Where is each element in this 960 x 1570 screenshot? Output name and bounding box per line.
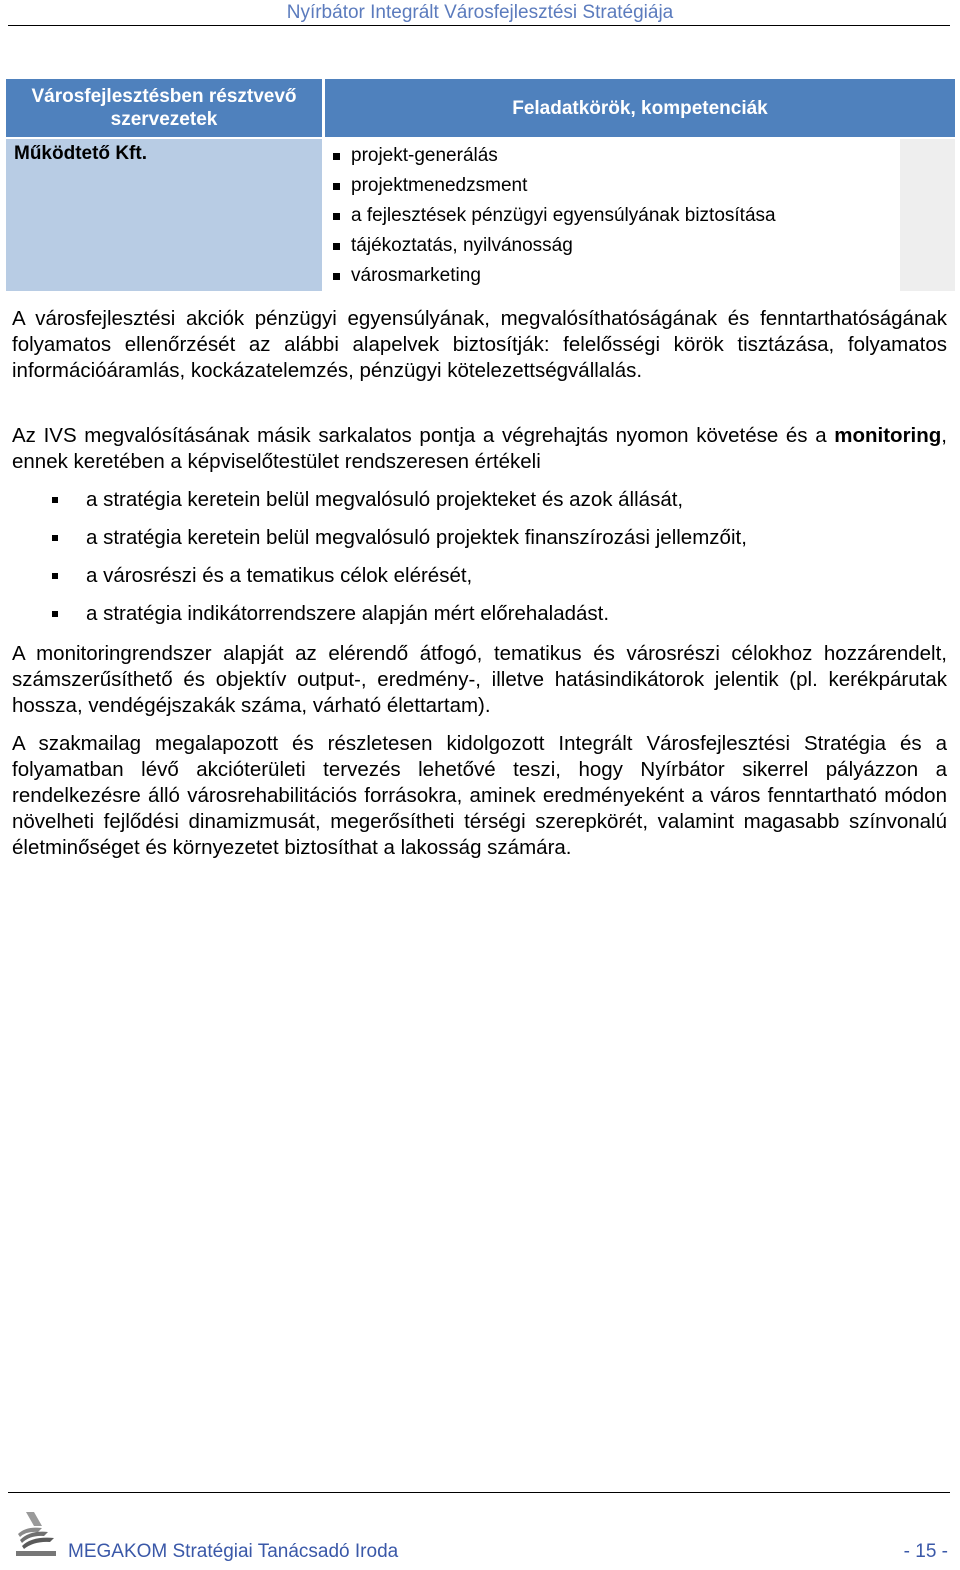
list-item: a fejlesztések pénzügyi egyensúlyának biztosítása: [331, 201, 955, 231]
megakom-logo: [12, 1504, 60, 1558]
paragraph-monitoring: [12, 423, 947, 475]
list-item: tájékoztatás, nyilvánosság: [331, 231, 955, 261]
table-row: [6, 139, 955, 291]
footer-organization: MEGAKOM Stratégiai Tanácsadó Iroda: [68, 1541, 399, 1562]
paragraph-text: , ennek keretében a képviselőtestület rendszeresen értékeli: [12, 424, 947, 473]
footer-divider: [8, 1492, 950, 1493]
tasks-cell: [325, 139, 955, 291]
list-item: városmarketing: [331, 261, 955, 291]
organization-cell: Működtető Kft.: [6, 139, 322, 291]
table-header-row: [6, 79, 955, 137]
list-item: a városrészi és a tematikus célok elérését,: [12, 562, 947, 600]
list-item: projektmenedzsment: [331, 171, 955, 201]
list-item: a stratégia keretein belül megvalósuló projekteket és azok állását,: [12, 486, 947, 524]
page-header-title: Nyírbátor Integrált Városfejlesztési Stratégiája: [286, 2, 674, 23]
list-item: a stratégia indikátorrendszere alapján mért előrehaladást.: [12, 600, 947, 638]
column-header-competencies: Feladatkörök, kompetenciák: [325, 79, 955, 137]
paragraph-conclusion: A szakmailag megalapozott és részletesen kidolgozott Integrált Városfejlesztési Stratégia és a folyamatban lévő akcióterületi tervezés lehetővé teszi, hogy Nyírbátor sikerrel pályázzon a rendelkezésre álló városrehabilitációs forrásokra, aminek eredményeként a város fenntartható módon növelheti fejlődési dinamizmusát, megerősítheti térségi szerepkörét, valamint magasabb színvonalú életminőséget és környezetet biztosíthat a lakosság számára.: [12, 732, 947, 859]
monitoring-emphasis: monitoring: [834, 424, 942, 447]
evaluation-bullet-list: [12, 486, 947, 638]
list-item: projekt-generálás: [331, 141, 955, 171]
competency-table: [3, 77, 958, 293]
header-divider: [8, 25, 950, 26]
paragraph-financial-balance: A városfejlesztési akciók pénzügyi egyensúlyának, megvalósíthatóságának és fenntarthatóságának folyamatos ellenőrzését az alábbi alapelvek biztosítják: felelősségi körök tisztázása, folyamatos információáramlás, kockázatelemzés, pénzügyi kötelezettségvállalás.: [12, 307, 947, 382]
paragraph-indicators: A monitoringrendszer alapját az elérendő átfogó, tematikus és városrészi célokhoz hozzárendelt, számszerűsíthető és objektív output-, eredmény-, illetve hatásindikátorok jelentik (pl. kerékpárutak hossza, vendégéjszakák száma, várható élettartam).: [12, 642, 947, 717]
page-number: - 15 -: [903, 1541, 948, 1562]
list-item: a stratégia keretein belül megvalósuló projektek finanszírozási jellemzőit,: [12, 524, 947, 562]
task-list: [331, 141, 955, 291]
paragraph-text: Az IVS megvalósításának másik sarkalatos pontja a végrehajtás nyomon követése és a: [12, 424, 835, 447]
column-header-organizations: Városfejlesztésben résztvevő szervezetek: [6, 79, 322, 137]
